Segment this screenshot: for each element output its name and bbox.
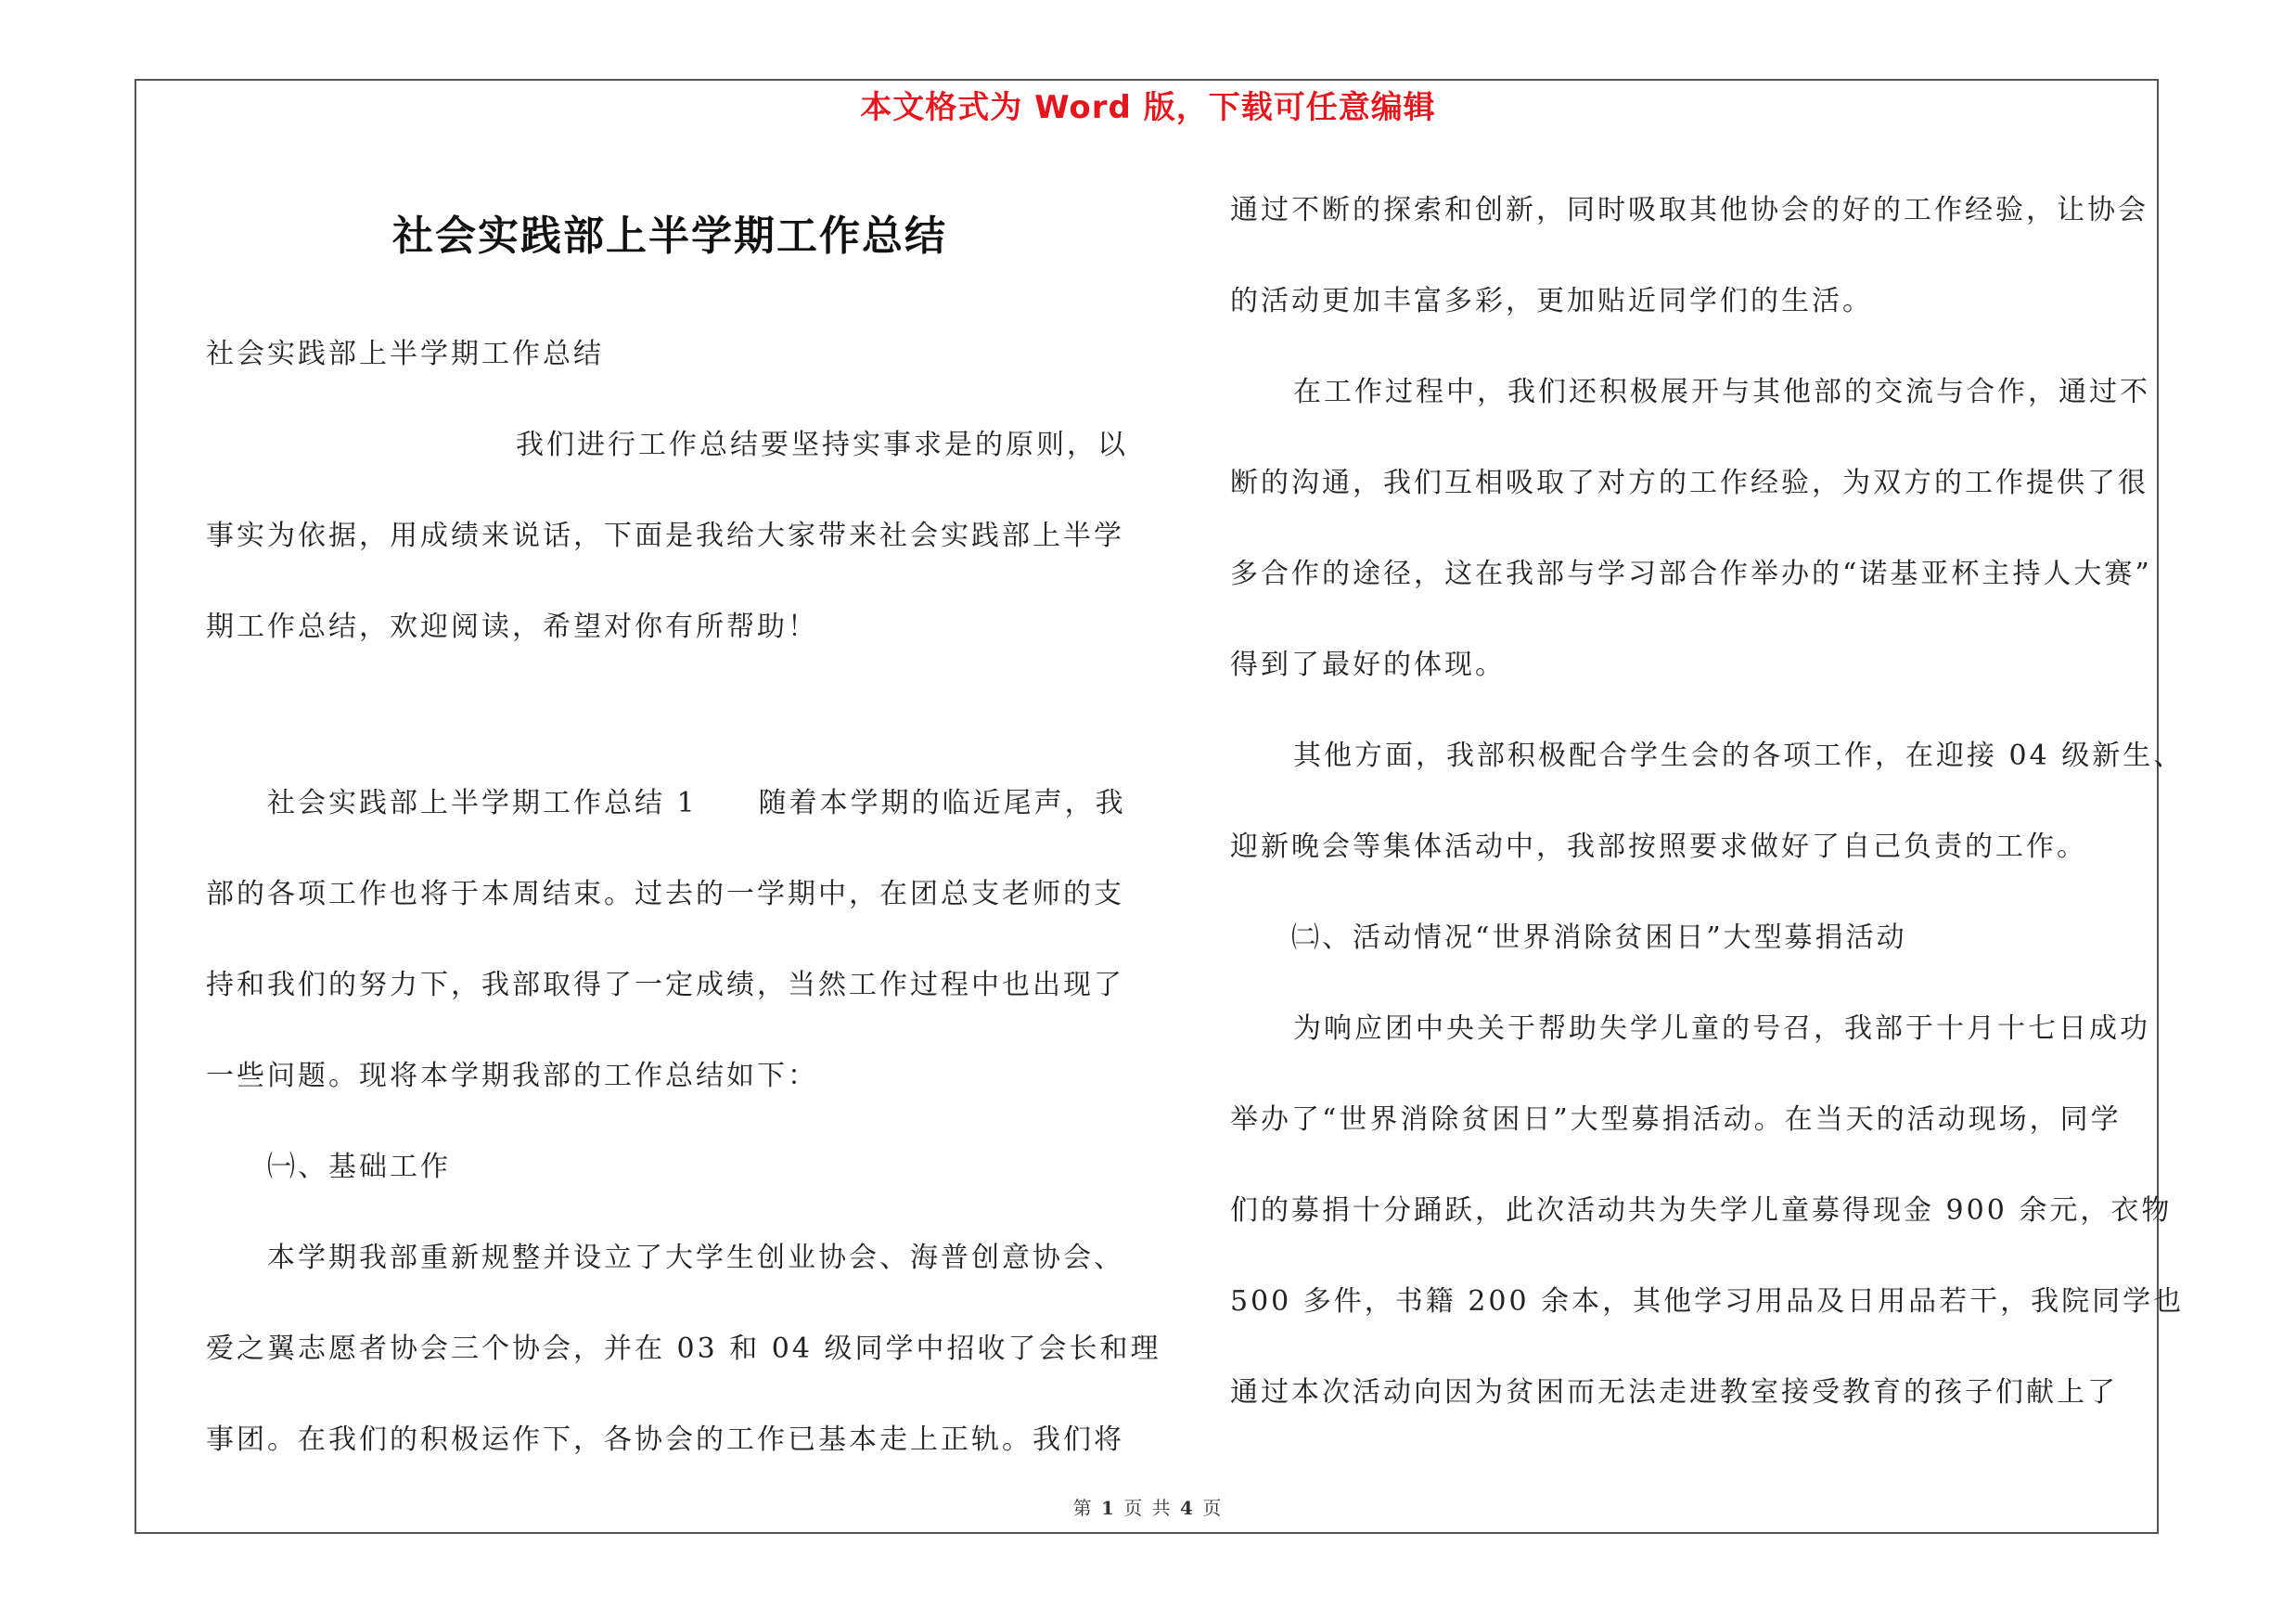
paragraph-line: 得到了最好的体现。 [1230, 649, 1506, 681]
format-banner: 本文格式为 Word 版，下载可任意编辑 [860, 89, 1436, 126]
footer-suffix: 页 [1202, 1497, 1224, 1519]
subtitle-line: 社会实践部上半学期工作总结 [206, 338, 604, 370]
paragraph-line: 迎新晚会等集体活动中，我部按照要求做好了自己负责的工作。 [1230, 831, 2087, 863]
paragraph-line: 持和我们的努力下，我部取得了一定成绩，当然工作过程中也出现了 [206, 969, 1124, 1001]
paragraph-line: 社会实践部上半学期工作总结 1 随着本学期的临近尾声，我 [267, 787, 1126, 819]
paragraph-line: 爱之翼志愿者协会三个协会，并在 03 和 04 级同学中招收了会长和理 [206, 1333, 1161, 1365]
paragraph-line: 们的募捐十分踊跃，此次活动共为失学儿童募得现金 900 余元，衣物 [1230, 1194, 2173, 1227]
paragraph-line: 一些问题。现将本学期我部的工作总结如下： [206, 1060, 818, 1092]
document-title: 社会实践部上半学期工作总结 [392, 213, 947, 260]
total-page-count: 4 [1180, 1497, 1195, 1519]
current-page-number: 1 [1101, 1497, 1116, 1519]
paragraph-line: 举办了“世界消除贫困日”大型募捐活动。在当天的活动现场，同学 [1230, 1103, 2122, 1136]
footer-prefix: 第 [1072, 1497, 1094, 1519]
section-heading: ㈡、活动情况“世界消除贫困日”大型募捐活动 [1291, 921, 1907, 954]
paragraph-line: 期工作总结，欢迎阅读，希望对你有所帮助！ [206, 611, 818, 643]
paragraph-line: 我们进行工作总结要坚持实事求是的原则，以 [516, 429, 1128, 461]
paragraph-line: 多合作的途径，这在我部与学习部合作举办的“诺基亚杯主持人大赛” [1230, 558, 2152, 590]
paragraph-line: 通过不断的探索和创新，同时吸取其他协会的好的工作经验，让协会 [1230, 194, 2148, 226]
paragraph-line: 部的各项工作也将于本周结束。过去的一学期中，在团总支老师的支 [206, 878, 1124, 910]
paragraph-line: 本学期我部重新规整并设立了大学生创业协会、海普创意协会、 [267, 1242, 1124, 1274]
paragraph-line: 其他方面，我部积极配合学生会的各项工作，在迎接 04 级新生、 [1293, 740, 2185, 772]
paragraph-line: 在工作过程中，我们还积极展开与其他部的交流与合作，通过不 [1293, 376, 2150, 408]
paragraph-line: 断的沟通，我们互相吸取了对方的工作经验，为双方的工作提供了很 [1230, 467, 2148, 499]
paragraph-line: 通过本次活动向因为贫困而无法走进教室接受教育的孩子们献上了 [1230, 1376, 2118, 1409]
paragraph-line: 500 多件，书籍 200 余本，其他学习用品及日用品若干，我院同学也 [1230, 1285, 2185, 1318]
page-footer [0, 1496, 2296, 1520]
footer-middle: 页 共 [1123, 1497, 1173, 1519]
paragraph-line: 的活动更加丰富多彩，更加贴近同学们的生活。 [1230, 285, 1873, 317]
section-heading: ㈠、基础工作 [267, 1151, 451, 1183]
paragraph-line: 为响应团中央关于帮助失学儿童的号召，我部于十月十七日成功 [1293, 1012, 2150, 1045]
paragraph-line: 事团。在我们的积极运作下，各协会的工作已基本走上正轨。我们将 [206, 1423, 1124, 1456]
paragraph-line: 事实为依据，用成绩来说话，下面是我给大家带来社会实践部上半学 [206, 520, 1124, 552]
